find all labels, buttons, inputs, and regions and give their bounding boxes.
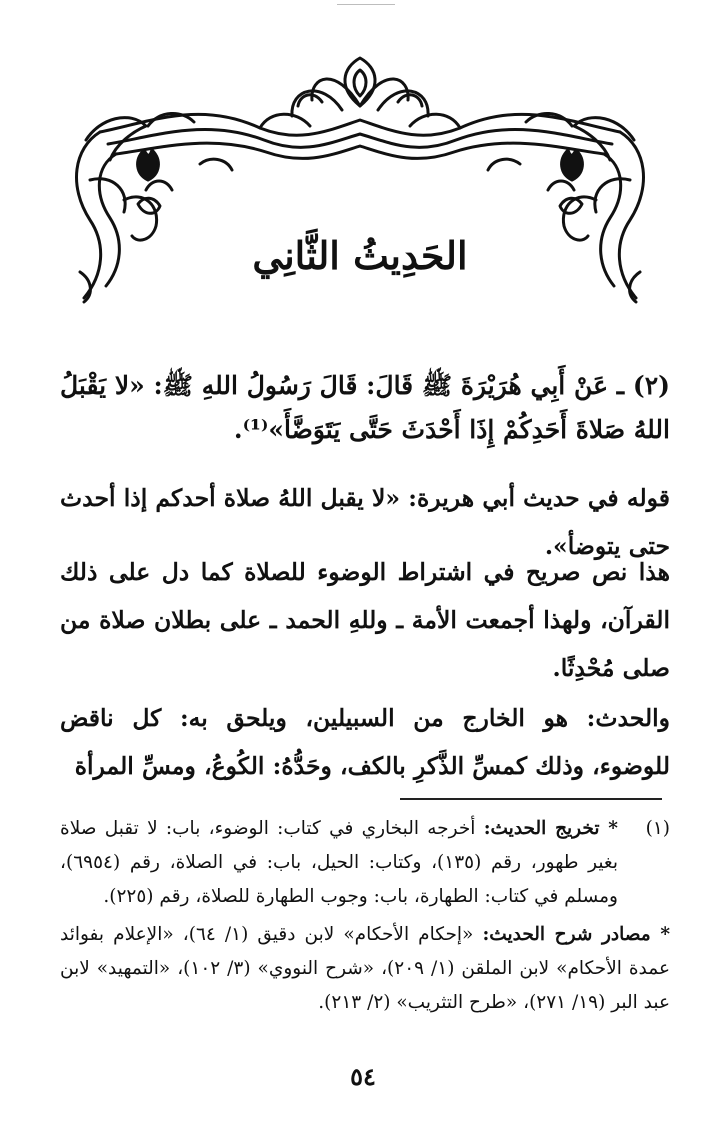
footnote-separator [400, 798, 662, 800]
commentary-paragraph-1: قوله في حديث أبي هريرة: «لا يقبل اللهُ صلاة أحدكم إذا أحدث حتى يتوضأ». [60, 484, 670, 560]
footnote-2-text: «إحكام الأحكام» لابن دقيق (١/ ٦٤)، «الإعلام بفوائد عمدة الأحكام» لابن الملقن (١/ ٢٠٩)، «شرح النووي» (٣/ ١٠٢)، «التمهيد» لابن عبد البر (١٩/ ٢٧١)، «طرح التثريب» (٢/ ٢١٣). [60, 924, 670, 1013]
top-edge-line [337, 4, 395, 5]
commentary-paragraph-2: هذا نص صريح في اشتراط الوضوء للصلاة كما دل على ذلك القرآن، ولهذا أجمعت الأمة ـ وللهِ الحمد ـ على بطلان صلاة من صلى مُحْدِثًا. [60, 558, 670, 682]
chapter-title: الحَدِيثُ الثَّانِي [252, 233, 468, 278]
footnote-number: (١) [645, 818, 670, 839]
footnote-1-text: أخرجه البخاري في كتاب: الوضوء، باب: لا تقبل صلاة بغير طهور، رقم (١٣٥)، وكتاب: الحيل، باب: في الصلاة، رقم (٦٩٥٤)، ومسلم في كتاب: الطهارة، باب: وجوب الطهارة للصلاة، رقم (٢٢٥). [60, 818, 618, 907]
footnotes [60, 812, 670, 1020]
page-number: ٥٤ [350, 1062, 376, 1091]
footnote-1 [60, 812, 618, 914]
hadith-text: (٢) ـ عَنْ أَبِي هُرَيْرَةَ ﷺ قَالَ: قَالَ رَسُولُ اللهِ ﷺ: «لا يَقْبَلُ اللهُ صَلاةَ أَحَدِكُمْ إِذَا أَحْدَثَ حَتَّى يَتَوَضَّأَ»⁽¹⁾. [60, 371, 670, 444]
footnote-2-label: * مصادر شرح الحديث: [482, 924, 671, 945]
commentary-paragraph-3: والحدث: هو الخارج من السبيلين، ويلحق به: كل ناقض للوضوء، وذلك كمسِّ الذَّكرِ بالكف، وحَدُّهُ: الكُوعُ، ومسِّ المرأة [60, 704, 670, 780]
footnote-1-label: * تخريج الحديث: [483, 818, 618, 839]
footnote-2 [60, 918, 670, 1020]
